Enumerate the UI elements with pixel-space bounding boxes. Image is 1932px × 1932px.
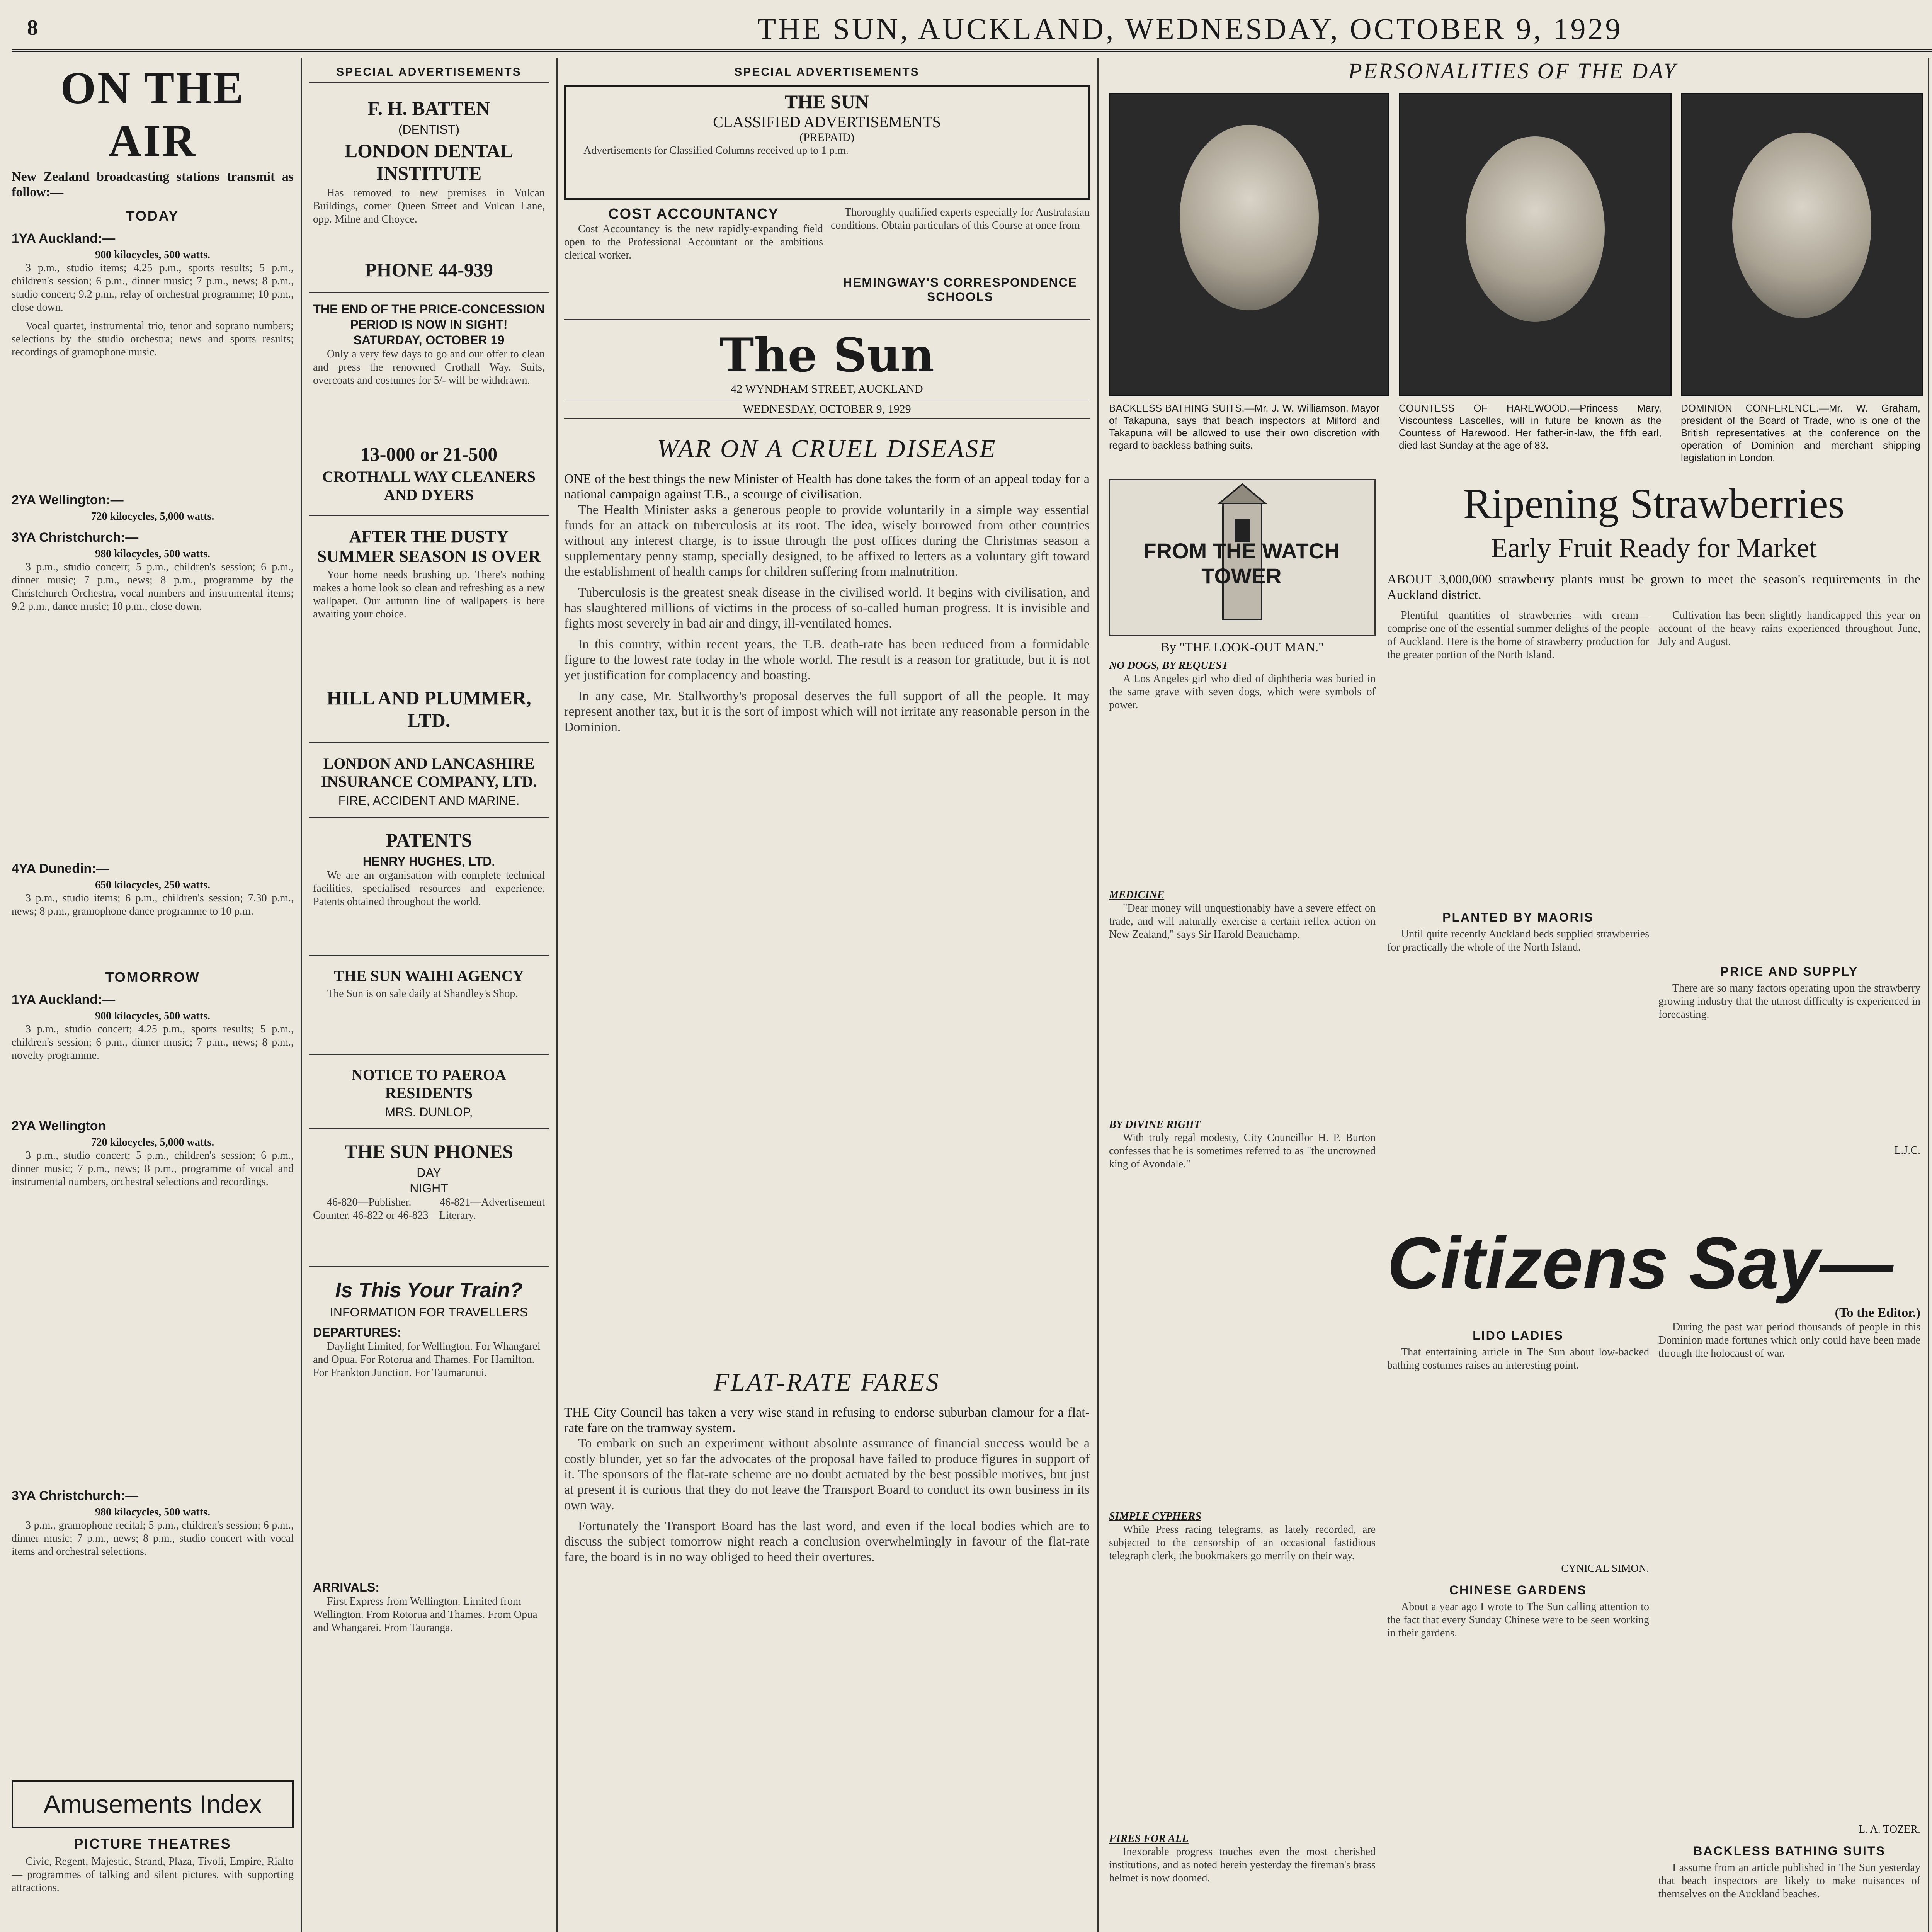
citizens-say: Citizens Say— (To the Editor.) LIDO LADIES That entertaining article in The Sun about low-backed bathing costumes raises an interesting point. CYNICAL SIMON. CHINESE GARDENS About a year ago I wrote to The Sun calling attention to the fact that every Sunday Chinese were to be seen working in their gardens. During the past war period thousands of people in this Dominion made fortunes which only could have been made through the holocaust of war. L. A. TOZER. BACKLESS BATHING SUITS I assume from an article published in The Sun yesterday that beach inspectors are likely to make nuisances of themselves on the Auckland beaches. [1387, 1221, 1920, 1932]
station-freq: 900 kilocycles, 500 watts. [95, 249, 210, 261]
special-ads-header: SPECIAL ADVERTISEMENTS [309, 66, 549, 83]
station-name: 1YA Auckland:— [12, 231, 116, 246]
waihi-ad: THE SUN WAIHI AGENCY The Sun is on sale daily at Shandley's Shop. [309, 956, 549, 1055]
on-the-air-column [12, 58, 294, 1932]
photo-williamson [1109, 93, 1389, 396]
editorial-lead: ONE of the best things the new Minister of Health has done takes the form of an appeal today for a national campaign against T.B., a scourge of civilisation. [564, 472, 1090, 502]
personalities-header: PERSONALITIES OF THE DAY [1348, 58, 1677, 83]
column-rule [1097, 58, 1099, 1932]
batten-ad: F. H. BATTEN (DENTIST) LONDON DENTAL INSTITUTE Has removed to new premises in Vulcan Buildings, corner Queen Street and Vulcan Lane, opp. Milne and Choyce. PHONE 44-939 [309, 86, 549, 293]
theatre-listing: Civic, Regent, Majestic, Strand, Plaza, Tivoli, Empire, Rialto — programmes of talking and silent pictures, with supporting attractions. [12, 1855, 294, 1894]
amusements-index-box: Amusements Index [12, 1780, 294, 1828]
program-listing: 3 p.m., studio concert; 5 p.m., children's session; 6 p.m., dinner music; 7 p.m., news; 8 p.m., programme of vocal and instrumental numbers, orchestral selections and recordings. [12, 1150, 294, 1188]
station-name: 2YA Wellington:— [12, 493, 124, 507]
station-freq: 900 kilocycles, 500 watts. [95, 1010, 210, 1022]
ad-title: F. H. BATTEN [367, 97, 490, 119]
watch-tower-column: FROM THE WATCH TOWER By "THE LOOK-OUT MAN." NO DOGS, BY REQUEST A Los Angeles girl who died of diphtheria was buried in the same grave with seven dogs, which were symbols of power. MEDICINE "Dear money will unquestionably have a severe effect on trade, and will naturally exercise a certain reflex action on New Zealand," says Sir Harold Beauchamp. BY DIVINE RIGHT With truly regal modesty, City Councillor H. P. Burton confesses that he is sometimes referred to as "the uncrowned king of Avondale." SIMPLE CYPHERS While Press racing telegrams, as lately recorded, are subjected to the censorship of an occasional fastidious telegraph clerk, the bookmakers go merrily on their way. FIRES FOR ALL Inexorable progress touches even the most cherished institutions, and as noted herein yesterday the fireman's brass helmet is now doomed. [1109, 479, 1376, 1932]
station-name: 3YA Christchurch:— [12, 530, 139, 545]
editorial-body: To embark on such an experiment without absolute assurance of financial success would be a costly blunder, yet so far the advocates of the proposal have failed to produce figures in support of it. The sponsors of the flat-rate scheme are no doubt actuated by the best possible motives, but just at present it is curious that they do not leave the Transport Board to conduct its own business in its own way. Fortunately the Transport Board has the last word, and even if the local bodies which are to discuss the subject tomorrow night reach a conclusion overwhelmingly in favour of the flat-rate fare, the board is in no way obliged to heed their overtures. [564, 1436, 1090, 1564]
ad-phone: PHONE 44-939 [365, 259, 493, 281]
masthead-title: THE SUN, AUCKLAND, WEDNESDAY, OCTOBER 9, 1929 [757, 12, 1623, 46]
station-freq: 720 kilocycles, 5,000 watts. [91, 510, 214, 522]
program-listing: 3 p.m., gramophone recital; 5 p.m., children's session; 6 p.m., dinner music; 7 p.m., news; 8 p.m., studio concert with vocal items and orchestral selections. [12, 1519, 294, 1558]
train-ad: Is This Your Train? INFORMATION FOR TRAVELLERS DEPARTURES: Daylight Limited, for Wellington. For Whangarei and Opua. For Rotorua and Thames. For Hamilton. For Frankton Junction. For Taumarunui. ARRIVALS: First Express from Wellington. Limited from Wellington. From Rotorua and Thames. From Opua and Whangarei. From Tauranga. [313, 1279, 541, 1634]
strawberries-lead: ABOUT 3,000,000 strawberry plants must be grown to meet the season's requirements in the Auckland district. [1387, 572, 1920, 602]
program-listing: 3 p.m., studio concert; 4.25 p.m., sports results; 5 p.m., children's session; 6 p.m., dinner music; 7 p.m., news; 8 p.m., novelty programme. [12, 1023, 294, 1061]
insurance-ad: LONDON AND LANCASHIRE INSURANCE COMPANY, LTD. FIRE, ACCIDENT AND MARINE. [309, 743, 549, 818]
summer-ad: AFTER THE DUSTY SUMMER SEASON IS OVER Your home needs brushing up. There's nothing makes a home look so clean and refreshing as a new wallpaper. Our autumn line of wallpapers is here awaiting your choice. HILL AND PLUMMER, LTD. [309, 516, 549, 743]
sun-phones-ad: THE SUN PHONES DAY NIGHT 46-820—Publisher. 46-821—Advertisement Counter. 46-822 or 46-823—Literary. [309, 1129, 549, 1267]
photo-graham [1681, 93, 1923, 396]
station-name: 1YA Auckland:— [12, 992, 116, 1007]
station-freq: 650 kilocycles, 250 watts. [95, 879, 210, 891]
on-the-air-intro: New Zealand broadcasting stations transmit as follow:— [12, 170, 294, 199]
ad-org: LONDON DENTAL INSTITUTE [344, 140, 514, 184]
patents-ad: PATENTS HENRY HUGHES, LTD. We are an organisation with complete technical facilities, specialised resources and experience. Patents obtained throughout the world. [309, 818, 549, 956]
letter-heading: CHINESE GARDENS [1449, 1583, 1587, 1597]
strawberries-article: Ripening Strawberries Early Fruit Ready for Market ABOUT 3,000,000 strawberry plants must be grown to meet the season's requirements in the Auckland district. Plentiful quantities of strawberries—with cream—comprise one of the essential summer delights of the people of Auckland. Here is the home of strawberry production for the greater portion of the North Island. PLANTED BY MAORIS Until quite recently Auckland beds supplied strawberries for practically the whole of the North Island. Cultivation has been slightly handicapped this year on account of the heavy rains experienced throughout June, July and August. PRICE AND SUPPLY There are so many factors operating upon the strawberry growing industry that the utmost difficulty is experienced in forecasting. L.J.C. [1387, 480, 1920, 1156]
special-ads-header: SPECIAL ADVERTISEMENTS [734, 66, 920, 78]
watch-tower-item: FIRES FOR ALL [1109, 1833, 1189, 1845]
station-name: 3YA Christchurch:— [12, 1488, 139, 1503]
editorial-column: SPECIAL ADVERTISEMENTS THE SUN CLASSIFIED ADVERTISEMENTS (PREPAID) Advertisements for Classified Columns received up to 1 p.m. COST ACCOUNTANCY Cost Accountancy is the new rapidly-expanding field open to the Professional Accountant or the ambitious clerical worker. Thoroughly qualified experts especially for Australasian conditions. Obtain particulars of this Course at once from HEMINGWAY'S CORRESPONDENCE SCHOOLS The Sun 42 WYNDHAM STREET, AUCKLAND WEDNESDAY, OCTOBER 9, 1929 WAR ON A CRUEL DISEASE ONE of the best things the new Minister of Health has done takes the form of an appeal today for a national campaign against T.B., a scourge of civilisation. The Health Minister asks a generous people to provide voluntarily in a simple way essential funds for an attack on tuberculosis at its root. The idea, wisely borrowed from other countries without any interest charge, is to issue through the post offices during the Christmas season a supplementary penny stamp, specially designed, to be affixed to letters as a voluntary gift toward the establishment of health camps for children suffering from malnutrition. Tuberculosis is the greatest sneak disease in the civilised world. It begins with civilisation, and has slaughtered millions of victims in the process of so-called human progress. It is invisible and fights most severely in bad air and dingy, ill-ventilated homes. In this country, within recent years, the T.B. death-rate has been reduced from a formidable figure to the lowest rate today in the whole world. The result is a reason for gratitude, but it is not yet justification for complacency and boasting. In any case, Mr. Stallworthy's proposal deserves the full support of all the people. It may represent another tax, but it is the sort of impost which will not irritate any reasonable person in the Dominion. FLAT-RATE FARES THE City Council has taken a very wise stand in refusing to endorse suburban clamour for a flat-rate fare on the tramway system. To embark on such an experiment without absolute assurance of financial success would be a costly blunder, yet so far the advocates of the proposal have failed to produce figures in support of it. The sponsors of the flat-rate scheme are no doubt actuated by the best possible motives, but just at present it is curious that they do not leave the Transport Board to conduct its own business in its own way. Fortunately the Transport Board has the last word, and even if the local bodies which are to discuss the subject tomorrow night reach a conclusion overwhelmingly in favour of the flat-rate fare, the board is in no way obliged to heed their overtures. [564, 58, 1090, 1932]
photo-countess [1399, 93, 1672, 396]
column-rule [301, 58, 302, 1932]
today-heading: TODAY [126, 208, 179, 224]
photo-caption: DOMINION CONFERENCE.—Mr. W. Graham, president of the Board of Trade, who is one of the British representatives at the conference on the operation of Dominion and merchant shipping legislation in London. [1681, 402, 1920, 463]
strawberries-subhead: Early Fruit Ready for Market [1491, 532, 1817, 563]
editorial-lead: THE City Council has taken a very wise stand in refusing to endorse suburban clamour for a flat-rate fare on the tramway system. [564, 1405, 1090, 1435]
program-listing: 3 p.m., studio concert; 5 p.m., children's session; 6 p.m., dinner music; 7 p.m., news; 8 p.m., programme by the Christchurch Orchestra, vocal numbers and instrumental items; 9.2 p.m., dance music; 10 p.m., close down. [12, 561, 294, 612]
picture-theatres-heading: PICTURE THEATRES [74, 1836, 231, 1852]
station-name: 2YA Wellington [12, 1119, 106, 1133]
masthead [12, 7, 1932, 52]
editorial-headline: WAR ON A CRUEL DISEASE [657, 435, 997, 463]
station-name: 4YA Dunedin:— [12, 861, 109, 876]
station-freq: 980 kilocycles, 500 watts. [95, 548, 210, 560]
watch-tower-emblem [1109, 479, 1376, 636]
editorial-body: The Health Minister asks a generous people to provide voluntarily in a simple way essential funds for an attack on tuberculosis at its root. The idea, wisely borrowed from other countries without any interest charge, is to issue through the post offices during the Christmas season a supplementary penny stamp, specially designed, to be affixed to letters as a voluntary gift toward the establishment of health camps for children suffering from malnutrition. Tuberculosis is the greatest sneak disease in the civilised world. It begins with civilisation, and has slaughtered millions of victims in the process of so-called human progress. It is invisible and fights most severely in bad air and dingy, ill-ventilated homes. In this country, within recent years, the T.B. death-rate has been reduced from a formidable figure to the lowest rate today in the whole world. The result is a reason for gratitude, but it is not yet justification for complacency and boasting. In any case, Mr. Stallworthy's proposal deserves the full support of all the people. It may represent another tax, but it is the sort of impost which will not irritate any reasonable person in the Dominion. [564, 503, 1090, 734]
watch-tower-item: SIMPLE CYPHERS [1109, 1510, 1201, 1522]
watch-tower-title: FROM THE WATCH TOWER [1143, 539, 1340, 588]
price-concession-ad: THE END OF THE PRICE-CONCESSION PERIOD IS NOW IN SIGHT! SATURDAY, OCTOBER 19 Only a very few days to go and our offer to clean and press the renowned Crothall Way. Suits, overcoats and costumes for 5/- will be withdrawn. 13-000 or 21-500 CROTHALL WAY CLEANERS AND DYERS [309, 293, 549, 516]
classified-box: THE SUN CLASSIFIED ADVERTISEMENTS (PREPAID) Advertisements for Classified Columns received up to 1 p.m. [564, 85, 1090, 200]
station-freq: 720 kilocycles, 5,000 watts. [91, 1136, 214, 1148]
paeroa-ad: NOTICE TO PAEROA RESIDENTS MRS. DUNLOP, [309, 1055, 549, 1129]
tomorrow-heading: TOMORROW [105, 969, 200, 985]
watch-tower-item: NO DOGS, BY REQUEST [1109, 660, 1228, 672]
on-the-air-title: ON THE AIR [60, 63, 245, 166]
photo-caption: BACKLESS BATHING SUITS.—Mr. J. W. Williamson, Mayor of Takapuna, says that beach inspectors at Milford and Takapuna will be allowed to use their own discretion with regard to backless bathing suits. [1109, 402, 1379, 451]
ad-role: (DENTIST) [398, 122, 460, 136]
special-ads-column [309, 58, 549, 1932]
editorial-headline: FLAT-RATE FARES [713, 1368, 940, 1396]
watch-tower-byline: By "THE LOOK-OUT MAN." [1161, 640, 1324, 655]
letter-heading: LIDO LADIES [1473, 1328, 1564, 1342]
column-rule [1928, 58, 1929, 1932]
letter-heading: BACKLESS BATHING SUITS [1693, 1844, 1886, 1858]
program-listing: 3 p.m., studio items; 4.25 p.m., sports results; 5 p.m., children's session; 6 p.m., dinner music; 7 p.m., news; 8 p.m., studio concert; 9.2 p.m., relay of orchestral programme; 10 p.m., close down. Vocal quartet, instrumental trio, tenor and soprano numbers; selections by the studio orchestra; news and sports results; recordings of gramophone music. [12, 262, 294, 358]
citizens-title: Citizens Say— [1387, 1222, 1893, 1304]
page-number: 8 [27, 16, 38, 40]
photo-caption: COUNTESS OF HAREWOOD.—Princess Mary, Viscountess Lascelles, will in future be known as the Countess of Harewood. Her father-in-law, the fifth earl, died last Sunday at the age of 83. [1399, 402, 1662, 451]
watch-tower-item: MEDICINE [1109, 889, 1165, 901]
column-rule [556, 58, 558, 1932]
strawberries-headline: Ripening Strawberries [1463, 480, 1845, 527]
watch-tower-item: BY DIVINE RIGHT [1109, 1119, 1201, 1131]
station-freq: 980 kilocycles, 500 watts. [95, 1506, 210, 1518]
program-listing: 3 p.m., studio items; 6 p.m., children's session; 7.30 p.m., news; 8 p.m., gramophone dance programme to 10 p.m. [12, 892, 294, 917]
sun-nameplate: The Sun 42 WYNDHAM STREET, AUCKLAND WEDNESDAY, OCTOBER 9, 1929 [564, 319, 1090, 419]
